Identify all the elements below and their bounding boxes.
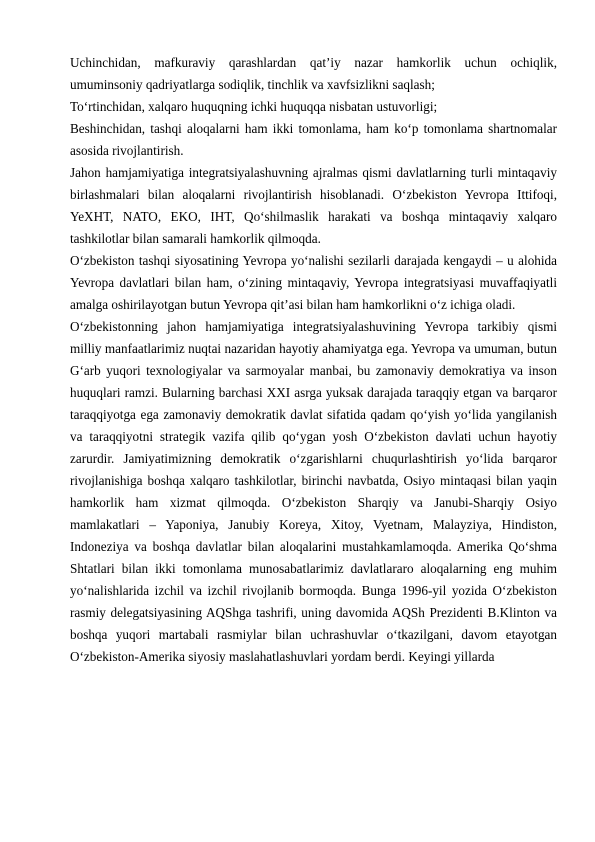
paragraph-european-direction: O‘zbekiston tashqi siyosatining Yevropa yo‘nalishi sezilarli darajada kengaydi – u alohida Yevropa davlatlari bilan ham, o‘zining mintaqaviy, Yevropa integratsiyasi muvaffaqiyatli amalga oshirilayotgan butun Yevropa qit’asi bilan ham hamkorlikni o‘z ichiga oladi.: [70, 253, 557, 312]
paragraph-third-principle: Uchinchidan, mafkuraviy qarashlardan qat’iy nazar hamkorlik uchun ochiqlik, umuminsoniy qadriyatlarga sodiqlik, tinchlik va xavfsizlikni saqlash;: [70, 55, 557, 92]
paragraph-fourth-principle: To‘rtinchidan, xalqaro huquqning ichki huquqqa nisbatan ustuvorligi;: [70, 99, 438, 114]
document-page: [70, 52, 557, 668]
paragraph-european-component: O‘zbekistonning jahon hamjamiyatiga integratsiyalashuvining Yevropa tarkibiy qismi milliy manfaatlarimiz nuqtai nazaridan hayotiy ahamiyatga ega. Yevropa va umuman, butun G‘arb yuqori texnologiyalar va sarmoyalar manbai, bu zamonaviy demokratiya va inson huquqlari ramzi. Bularning barchasi XXI asrga yuksak darajada taraqqiy etgan va barqaror taraqqiyotga ega zamonaviy demokratik davlat sifatida qadam qo‘yish yo‘lida yangilanish va taraqqiyotni strategik vazifa qilib qo‘ygan yosh O‘zbekiston davlati uchun hayotiy zarurdir. Jamiyatimizning demokratik o‘zgarishlarni chuqurlashtirish yo‘lida barqaror rivojlanishiga boshqa xalqaro tashkilotlar, birinchi navbatda, Osiyo mintaqasi bilan yaqin hamkorlik ham xizmat qilmoqda. O‘zbekiston Sharqiy va Janubi-Sharqiy Osiyo mamlakatlari – Yaponiya, Janubiy Koreya, Xitoy, Vyetnam, Malayziya, Hindiston, Indoneziya va boshqa davlatlar bilan aloqalarini mustahkamlamoqda. Amerika Qo‘shma Shtatlari bilan ikki tomonlama munosabatlarimiz davlatlararo aloqalarning eng muhim yo‘nalishlarida izchil va izchil rivojlanib bormoqda. Bunga 1996-yil yozida O‘zbekiston rasmiy delegatsiyasining AQShga tashrifi, uning davomida AQSh Prezidenti B.Klinton va boshqa yuqori martabali rasmiylar bilan uchrashuvlar o‘tkazilgani, davom etayotgan O‘zbekiston-Amerika siyosiy maslahatlashuvlari yordam berdi. Keyingi yillarda: [70, 319, 557, 664]
paragraph-fifth-principle: Beshinchidan, tashqi aloqalarni ham ikki tomonlama, ham ko‘p tomonlama shartnomalar asosida rivojlantirish.: [70, 121, 557, 158]
paragraph-regional-integration: Jahon hamjamiyatiga integratsiyalashuvning ajralmas qismi davlatlarning turli mintaqaviy birlashmalari bilan aloqalarni rivojlantirish hisoblanadi. O‘zbekiston Yevropa Ittifoqi, YeXHT, NATO, EKO, IHT, Qo‘shilmaslik harakati va boshqa mintaqaviy xalqaro tashkilotlar bilan samarali hamkorlik qilmoqda.: [70, 165, 557, 246]
